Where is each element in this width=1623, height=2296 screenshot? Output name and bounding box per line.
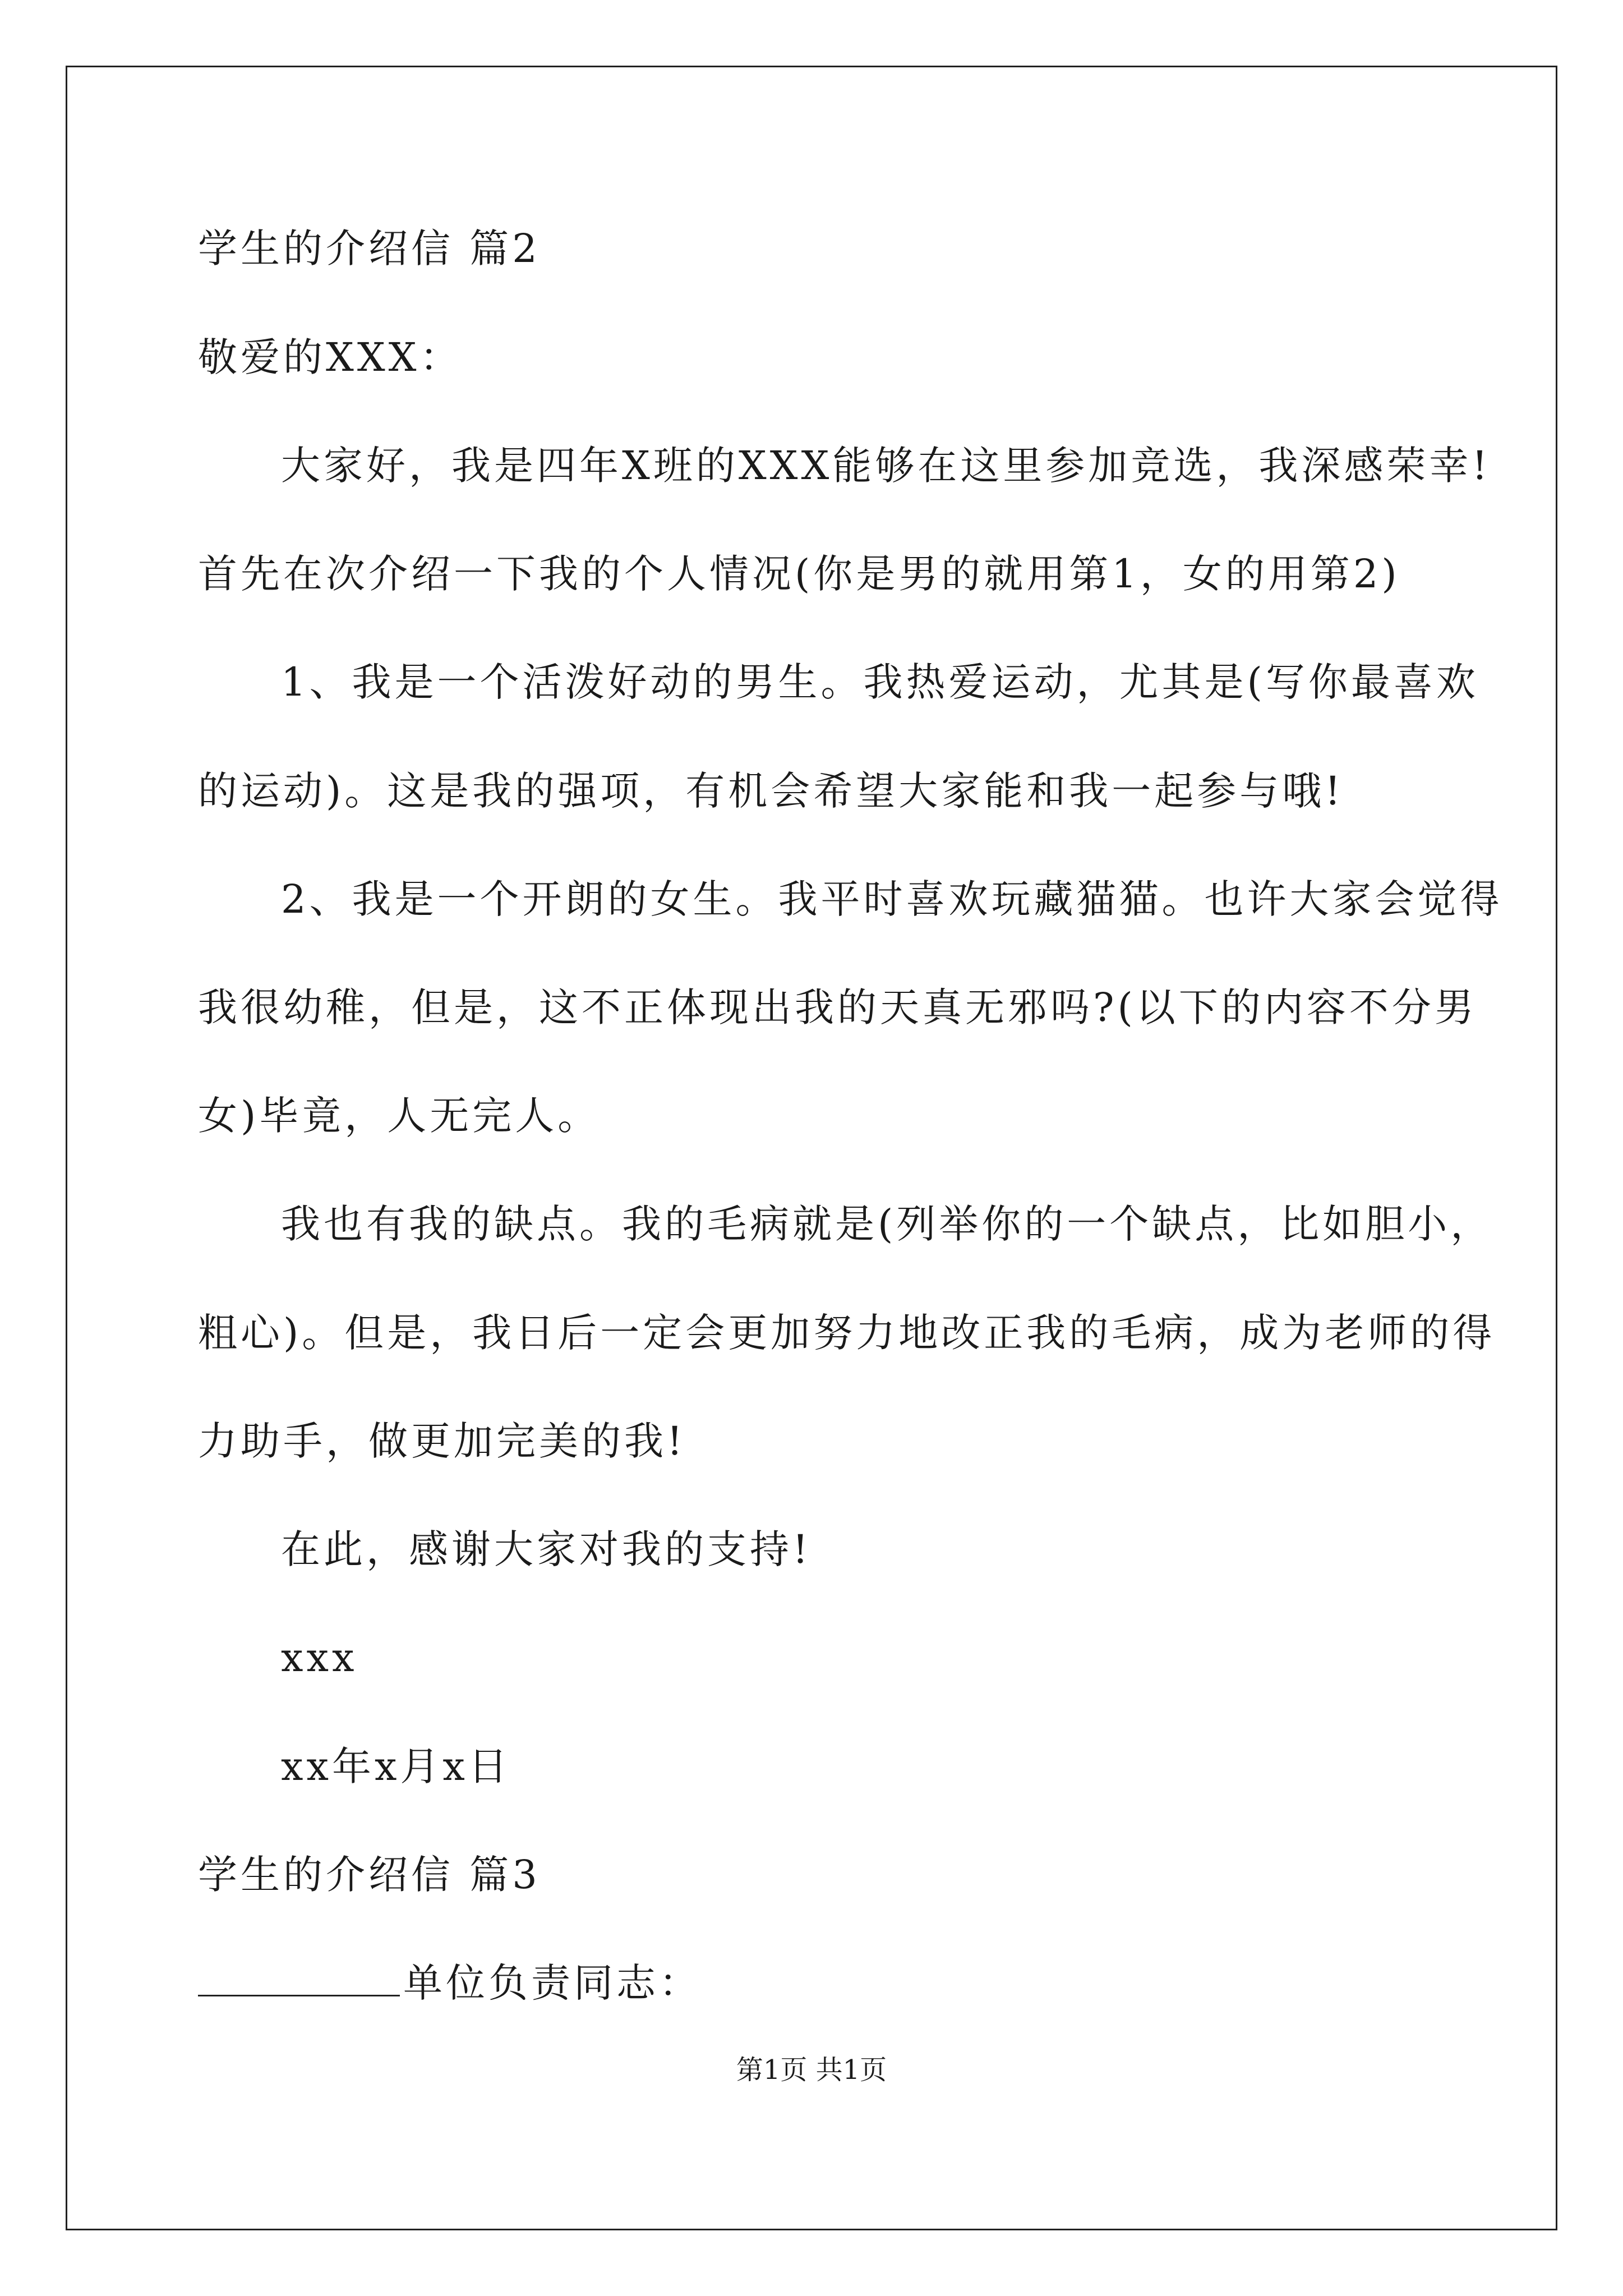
paragraph-line: 女)毕竟，人无完人。 xyxy=(198,1093,601,1139)
paragraph-line: 我很幼稚，但是，这不正体现出我的天真无邪吗?(以下的内容不分男 xyxy=(198,984,1477,1030)
paragraph-line: 1、我是一个活泼好动的男生。我热爱运动，尤其是(写你最喜欢 xyxy=(281,659,1479,705)
paragraph-line: 首先在次介绍一下我的个人情况(你是男的就用第1，女的用第2) xyxy=(198,551,1400,597)
salutation: 敬爱的XXX： xyxy=(198,334,463,380)
recipient-line xyxy=(198,1958,702,2008)
paragraph-line: 2、我是一个开朗的女生。我平时喜欢玩藏猫猫。也许大家会觉得 xyxy=(281,876,1503,922)
section-heading: 学生的介绍信 篇3 xyxy=(198,1852,541,1898)
paragraph-line: 大家好，我是四年X班的XXX能够在这里参加竞选，我深感荣幸! xyxy=(281,443,1491,489)
paragraph-line: 在此，感谢大家对我的支持! xyxy=(281,1526,812,1572)
page-footer: 第1页 共1页 xyxy=(736,2054,887,2086)
signature-date: xx年x月x日 xyxy=(281,1743,511,1789)
page-frame xyxy=(66,66,1557,2230)
paragraph-line: 力助手，做更加完美的我! xyxy=(198,1418,686,1464)
section-heading: 学生的介绍信 篇2 xyxy=(198,226,541,272)
signature-name: xxx xyxy=(281,1635,358,1681)
fill-in-blank xyxy=(198,1960,400,1996)
paragraph-line: 我也有我的缺点。我的毛病就是(列举你的一个缺点，比如胆小， xyxy=(281,1201,1493,1247)
recipient-label: 单位负责同志： xyxy=(403,1960,702,2006)
paragraph-line: 粗心)。但是，我日后一定会更加努力地改正我的毛病，成为老师的得 xyxy=(198,1310,1496,1356)
paragraph-line: 的运动)。这是我的强项，有机会希望大家能和我一起参与哦! xyxy=(198,768,1344,814)
